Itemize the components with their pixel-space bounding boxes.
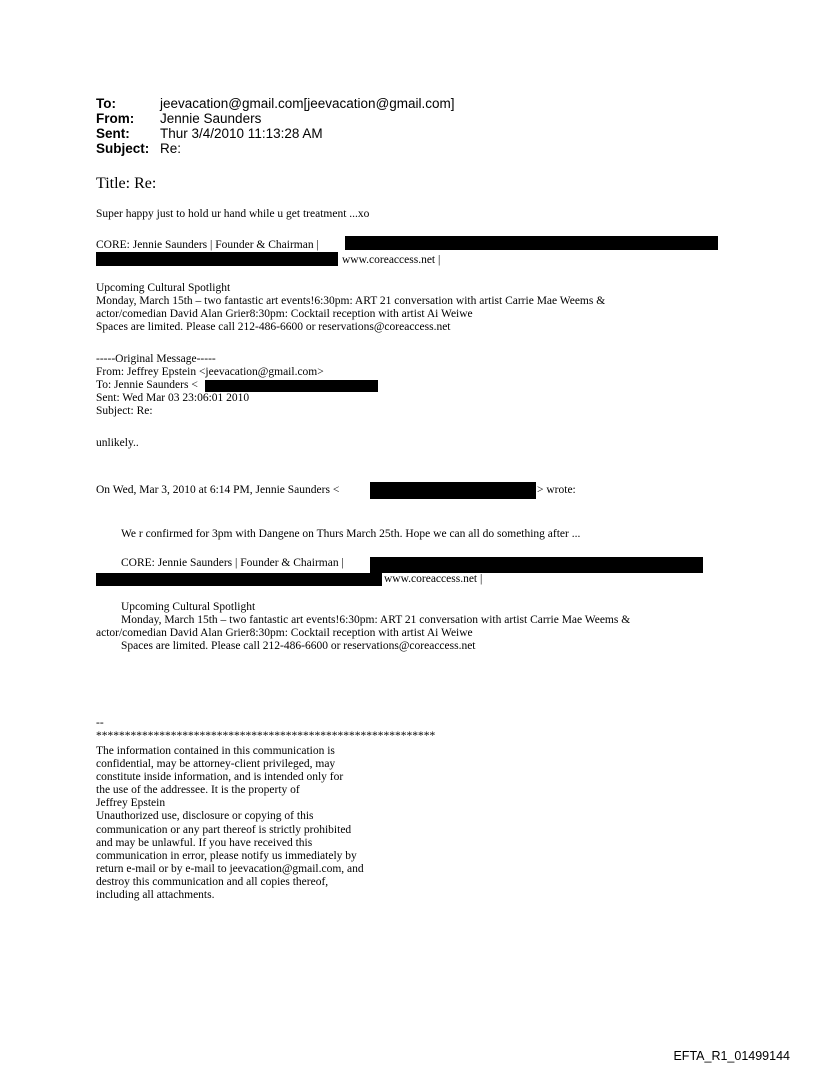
page-title: Title: Re: bbox=[96, 175, 157, 192]
redaction-block bbox=[96, 252, 338, 266]
redaction-block bbox=[370, 482, 536, 499]
quoted-line: We r confirmed for 3pm with Dangene on Thurs March 25th. Hope we can all do something after ... bbox=[121, 528, 581, 540]
original-sent: Sent: Wed Mar 03 23:06:01 2010 bbox=[96, 392, 250, 404]
original-divider: -----Original Message----- bbox=[96, 353, 216, 365]
original-to: To: Jennie Saunders < bbox=[96, 379, 198, 391]
email-header bbox=[96, 96, 455, 156]
bates-number: EFTA_R1_01499144 bbox=[673, 1049, 790, 1063]
body-line: Super happy just to hold ur hand while u get treatment ...xo bbox=[96, 208, 370, 220]
sent-label: Sent: bbox=[96, 126, 130, 141]
disclaimer-stars: *********************************************************** bbox=[96, 730, 436, 742]
quoted-spotlight-title: Upcoming Cultural Spotlight bbox=[121, 601, 256, 613]
quoted-signature-line: CORE: Jennie Saunders | Founder & Chairman | bbox=[121, 557, 344, 569]
spotlight-line: Spaces are limited. Please call 212-486-6600 or reservations@coreaccess.net bbox=[96, 321, 451, 333]
disclaimer-text: The information contained in this communication is confidential, may be attorney-client privileged, may constitute inside information, and is intended only for the use of the addressee. It is the property of Jeffrey Epstein Unauthorized use, disclosure or copying of this communication or any part thereof is strictly prohibited and may be unlawful. If you have received this communication in error, please notify us immediately by return e-mail or by e-mail to jeevacation@gmail.com, and destroy this communication and all copies thereof, including all attachments. bbox=[96, 745, 364, 902]
redaction-block bbox=[205, 380, 378, 392]
quoted-signature-website: www.coreaccess.net | bbox=[384, 573, 483, 585]
from-value: Jennie Saunders bbox=[160, 111, 262, 126]
reply-text: unlikely.. bbox=[96, 437, 139, 449]
quoted-spotlight-line: actor/comedian David Alan Grier8:30pm: Cocktail reception with artist Ai Weiwe bbox=[96, 627, 473, 639]
quote-attribution: On Wed, Mar 3, 2010 at 6:14 PM, Jennie Saunders < bbox=[96, 484, 340, 496]
disclaimer-dashes: -- bbox=[96, 717, 104, 729]
from-label: From: bbox=[96, 111, 135, 126]
to-value: jeevacation@gmail.com[jeevacation@gmail.com] bbox=[160, 96, 455, 111]
quoted-spotlight-line: Monday, March 15th – two fantastic art events!6:30pm: ART 21 conversation with artist Carrie Mae Weems & bbox=[121, 614, 631, 626]
spotlight-line: actor/comedian David Alan Grier8:30pm: Cocktail reception with artist Ai Weiwe bbox=[96, 308, 473, 320]
signature-line: CORE: Jennie Saunders | Founder & Chairman | bbox=[96, 239, 319, 251]
original-subject: Subject: Re: bbox=[96, 405, 153, 417]
spotlight-line: Monday, March 15th – two fantastic art events!6:30pm: ART 21 conversation with artist Carrie Mae Weems & bbox=[96, 295, 606, 307]
subject-value: Re: bbox=[160, 141, 182, 156]
redaction-block bbox=[345, 236, 718, 250]
spotlight-title: Upcoming Cultural Spotlight bbox=[96, 282, 231, 294]
redaction-block bbox=[370, 557, 703, 573]
signature-website: www.coreaccess.net | bbox=[342, 254, 441, 266]
quoted-spotlight-line: Spaces are limited. Please call 212-486-6600 or reservations@coreaccess.net bbox=[121, 640, 476, 652]
redaction-block bbox=[96, 573, 382, 586]
original-from: From: Jeffrey Epstein <jeevacation@gmail.com> bbox=[96, 366, 324, 378]
sent-value: Thur 3/4/2010 11:13:28 AM bbox=[160, 126, 323, 141]
to-label: To: bbox=[96, 96, 116, 111]
quote-attribution-suffix: > wrote: bbox=[537, 484, 576, 496]
subject-label: Subject: bbox=[96, 141, 150, 156]
